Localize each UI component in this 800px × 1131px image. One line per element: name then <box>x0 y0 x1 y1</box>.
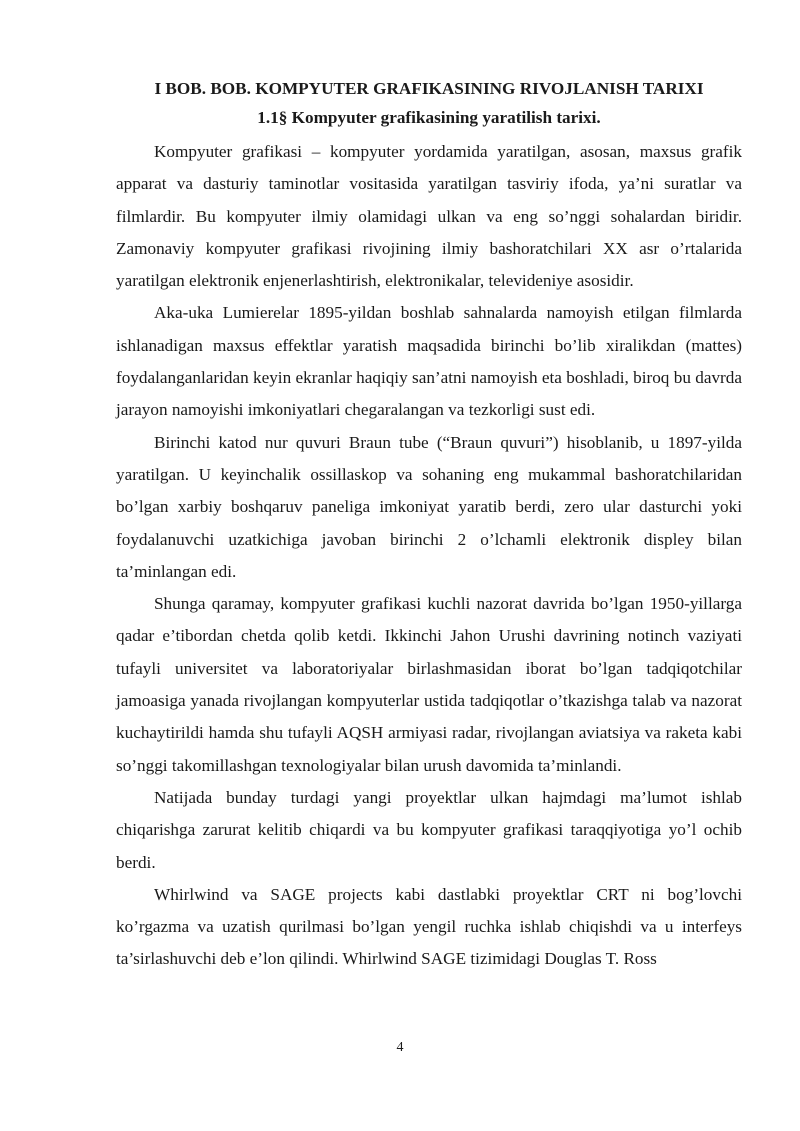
paragraph: Shunga qaramay, kompyuter grafikasi kuchli nazorat davrida bo’lgan 1950-yillarga qadar e’tibordan chetda qolib ketdi. Ikkinchi Jahon Urushi davrining notinch vaziyati tufayli universitet va laboratoriyalar birlashmasidan iborat bo’lgan tadqiqotchilar jamoasiga yanada rivojlangan kompyuterlar ustida tadqiqotlar o’tkazishga talab va nazorat kuchaytirildi hamda shu tufayli AQSH armiyasi radar, rivojlangan aviatsiya va raketa kabi so’nggi takomillashgan texnologiyalar bilan urush davomida ta’minlandi. <box>116 594 742 775</box>
paragraph: Kompyuter grafikasi – kompyuter yordamida yaratilgan, asosan, maxsus grafik apparat va dasturiy taminotlar vositasida yaratilgan tasviriy ifoda, ya’ni suratlar va filmlardir. Bu kompyuter ilmiy olamidagi ulkan va eng so’nggi sohalardan biridir. Zamonaviy kompyuter grafikasi rivojining ilmiy bashoratchilari XX asr o’rtalarida yaratilgan elektronik enjenerlashtirish, elektronikalar, televideniye asosidir. <box>116 142 742 291</box>
document-page <box>116 74 742 976</box>
paragraph: Aka-uka Lumierelar 1895-yildan boshlab sahnalarda namoyish etilgan filmlarda ishlanadigan maxsus effektlar yaratish maqsadida birinchi bo’lib xiralikdan (mattes) foydalanganlaridan keyin ekranlar haqiqiy san’atni namoyish eta boshladi, biroq bu davrda jarayon namoyishi imkoniyatlari chegaralangan va tezkorligi sust edi. <box>116 303 742 420</box>
section-title: 1.1§ Kompyuter grafikasining yaratilish tarixi. <box>257 108 601 127</box>
chapter-title: I BOB. BOB. KOMPYUTER GRAFIKASINING RIVOJLANISH TARIXI <box>154 79 704 98</box>
paragraph: Whirlwind va SAGE projects kabi dastlabki proyektlar CRT ni bog’lovchi ko’rgazma va uzatish qurilmasi bo’lgan yengil ruchka ishlab chiqishdi va u interfeys ta’sirlashuvchi deb e’lon qilindi. Whirlwind SAGE tizimidagi Douglas T. Ross <box>116 884 742 969</box>
paragraph: Natijada bunday turdagi yangi proyektlar ulkan hajmdagi ma’lumot ishlab chiqarishga zarurat kelitib chiqardi va bu kompyuter grafikasi taraqqiyotiga yo’l ochib berdi. <box>116 787 742 872</box>
page-number: 4 <box>396 1040 404 1055</box>
paragraph: Birinchi katod nur quvuri Braun tube (“Braun quvuri”) hisoblanib, u 1897-yilda yaratilgan. U keyinchalik ossillaskop va sohaning eng mukammal bashoratchilaridan bo’lgan xarbiy boshqaruv paneliga imkoniyat yaratib berdi, zero ular dasturchi yoki foydalanuvchi uzatkichiga javoban birinchi 2 o’lchamli elektronik displey bilan ta’minlangan edi. <box>116 432 742 581</box>
